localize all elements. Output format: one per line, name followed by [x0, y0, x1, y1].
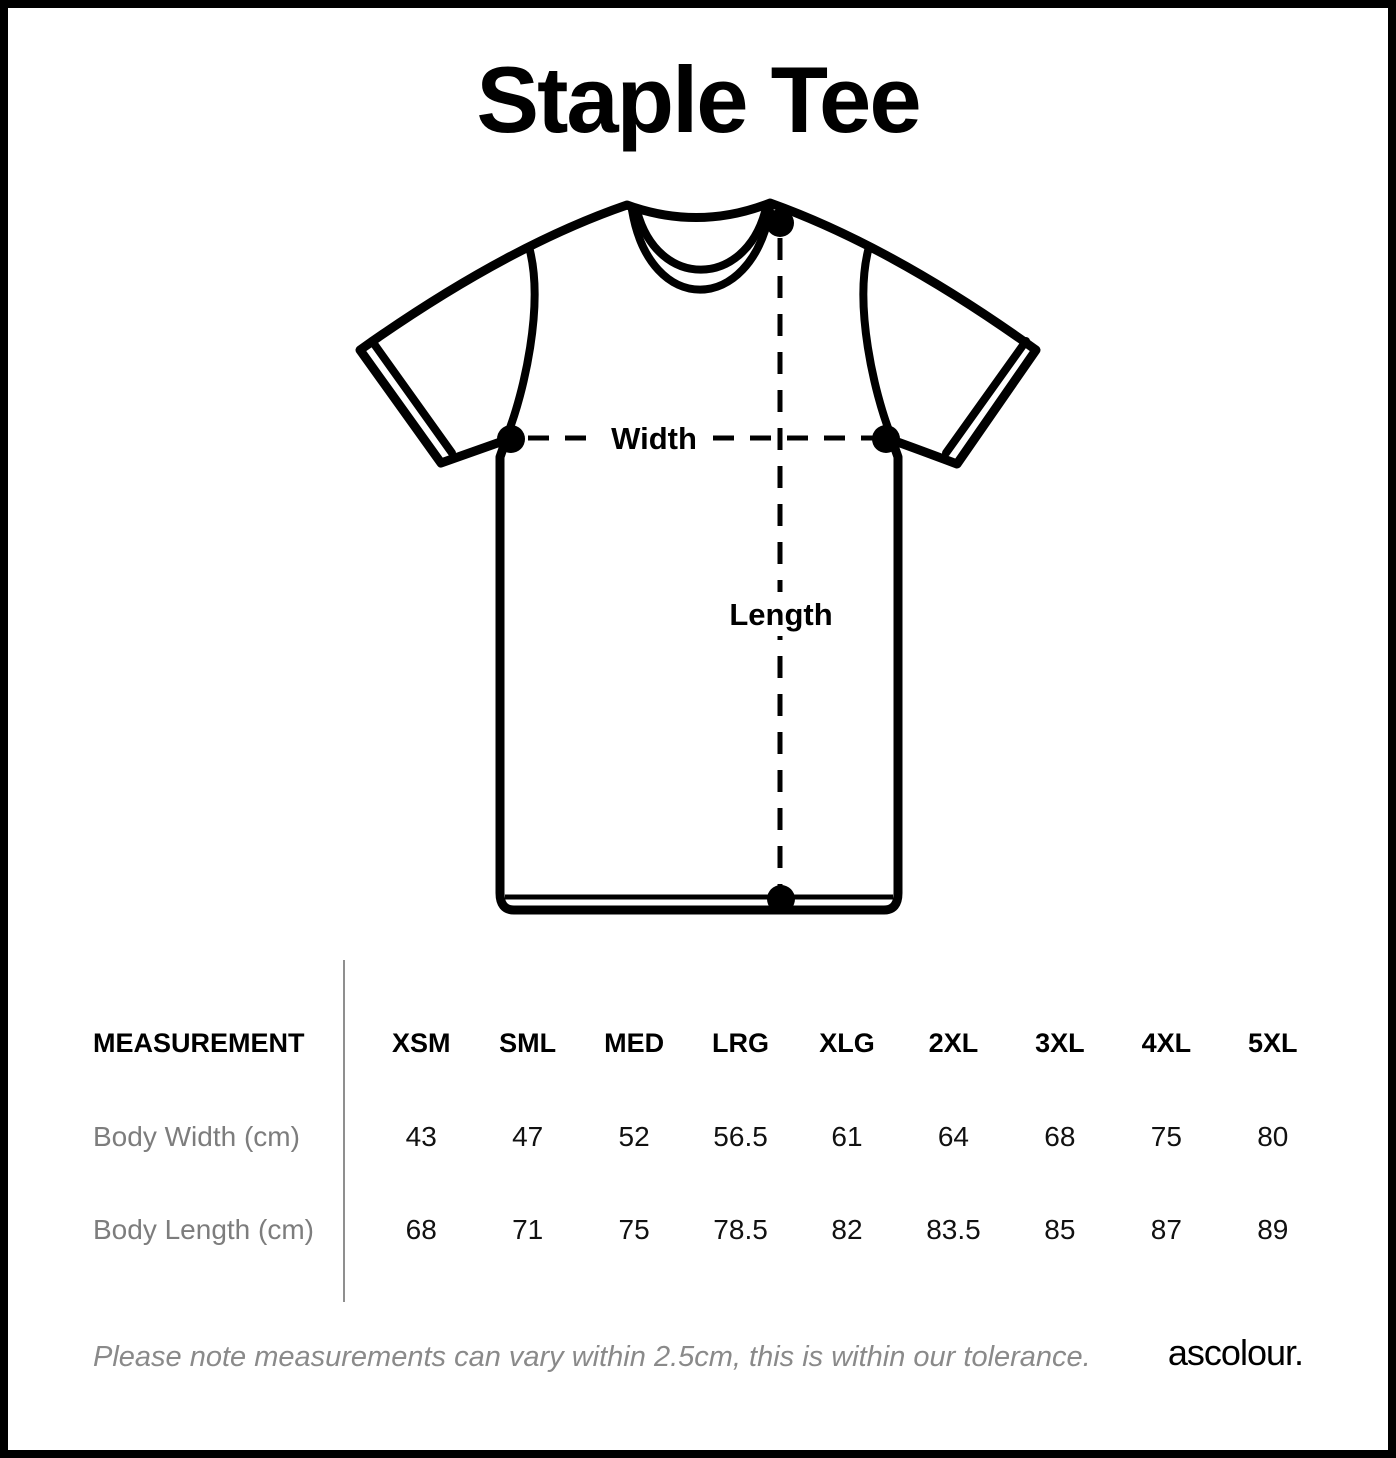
width-label: Width	[611, 421, 697, 456]
left-armpit-dot	[497, 425, 525, 453]
value-cell: 43	[405, 1120, 437, 1152]
size-header-med: MED	[604, 1028, 665, 1058]
value-cell: 56.5	[713, 1120, 768, 1152]
value-cell: 75	[1150, 1120, 1182, 1152]
length-label: Length	[729, 597, 833, 632]
size-table	[93, 960, 1326, 1302]
value-cell: 47	[512, 1120, 544, 1152]
body-width-row	[93, 1090, 1326, 1183]
size-header-xlg: XLG	[819, 1028, 875, 1058]
value-cell: 82	[831, 1213, 863, 1245]
value-cell: 64	[937, 1120, 970, 1152]
row-label: Body Length (cm)	[93, 1213, 314, 1245]
hem-point-dot	[767, 885, 795, 913]
size-header-xsm: XSM	[391, 1028, 451, 1058]
value-cell: 75	[618, 1213, 650, 1245]
value-cell: 83.5	[926, 1213, 981, 1245]
value-cell: 78.5	[713, 1213, 768, 1245]
size-header-2xl: 2XL	[928, 1028, 979, 1058]
measurement-header: MEASUREMENT	[93, 1028, 305, 1058]
row-label: Body Width (cm)	[93, 1120, 300, 1152]
value-cell: 52	[618, 1120, 650, 1152]
body-length-row	[93, 1183, 1326, 1276]
table-header-row	[93, 997, 1326, 1090]
value-cell: 80	[1257, 1120, 1289, 1152]
brand-logo: ascolour.	[1167, 1332, 1303, 1373]
value-cell: 68	[405, 1213, 437, 1245]
size-header-5xl: 5XL	[1248, 1028, 1298, 1058]
right-armpit-dot	[872, 425, 900, 453]
tee-outline	[360, 203, 1036, 910]
value-cell: 61	[831, 1120, 863, 1152]
value-cell: 85	[1044, 1213, 1076, 1245]
size-header-3xl: 3XL	[1035, 1028, 1085, 1058]
value-cell: 89	[1257, 1213, 1289, 1245]
value-cell: 87	[1150, 1213, 1182, 1245]
tolerance-note: Please note measurements can vary within 2.5cm, this is within our tolerance.	[93, 1341, 1091, 1373]
shoulder-point-dot	[766, 209, 794, 237]
value-cell: 68	[1044, 1120, 1076, 1152]
size-header-sml: SML	[499, 1028, 557, 1058]
value-cell: 71	[512, 1213, 544, 1245]
page-title: Staple Tee	[476, 47, 920, 152]
size-header-4xl: 4XL	[1141, 1028, 1192, 1058]
size-header-lrg: LRG	[712, 1028, 770, 1058]
